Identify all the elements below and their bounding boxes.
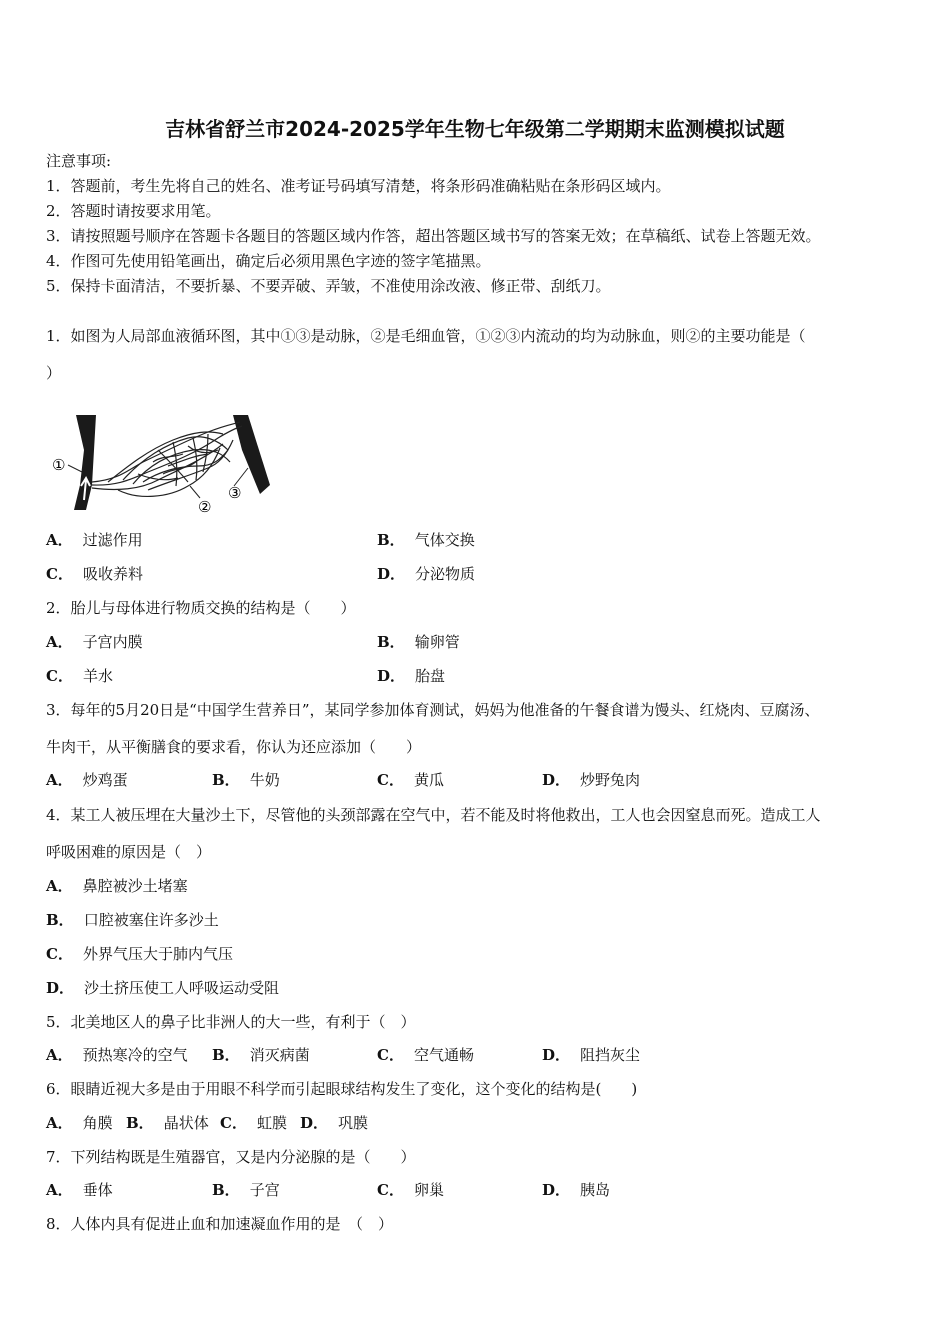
question-6-option-b[interactable] xyxy=(126,1113,209,1133)
question-2-stem: 2．胎儿与母体进行物质交换的结构是（ ） xyxy=(46,599,356,617)
option-key: A． xyxy=(46,633,73,651)
question-5-option-a[interactable] xyxy=(46,1045,188,1065)
option-text: 口腔被塞住许多沙土 xyxy=(83,911,219,929)
option-text: 晶状体 xyxy=(163,1114,209,1132)
question-1-option-a[interactable] xyxy=(46,530,143,550)
option-text: 阻挡灰尘 xyxy=(580,1046,641,1064)
option-key: D． xyxy=(542,1046,571,1064)
option-text: 子宫内膜 xyxy=(82,633,143,651)
question-4-option-b[interactable] xyxy=(46,910,219,930)
option-text: 炒鸡蛋 xyxy=(82,771,128,789)
question-1-option-c[interactable] xyxy=(46,564,143,584)
option-key: B． xyxy=(377,531,405,549)
question-1-stem-cont: ） xyxy=(46,364,62,382)
question-2-option-b[interactable] xyxy=(377,632,460,652)
question-2-option-d[interactable] xyxy=(377,666,445,686)
question-7-option-a[interactable] xyxy=(46,1180,113,1200)
option-key: A． xyxy=(46,1046,73,1064)
notice-item: 1．答题前，考生先将自己的姓名、准考证号码填写清楚，将条形码准确粘贴在条形码区域内。 xyxy=(46,177,671,195)
question-7-option-b[interactable] xyxy=(212,1180,280,1200)
option-key: C． xyxy=(377,1046,404,1064)
option-key: C． xyxy=(46,565,73,583)
question-4-option-d[interactable] xyxy=(46,978,279,998)
question-3-stem-cont: 牛肉干，从平衡膳食的要求看，你认为还应添加（ ） xyxy=(46,738,422,756)
option-text: 羊水 xyxy=(82,667,113,685)
option-text: 角膜 xyxy=(82,1114,113,1132)
option-text: 炒野兔肉 xyxy=(580,771,641,789)
capillary-network xyxy=(92,422,242,496)
question-6-option-a[interactable] xyxy=(46,1113,113,1133)
option-text: 沙土挤压使工人呼吸运动受阻 xyxy=(84,979,280,997)
option-key: D． xyxy=(542,1181,571,1199)
blood-circulation-figure xyxy=(48,410,278,518)
question-1-option-b[interactable] xyxy=(377,530,475,550)
notice-item: 2．答题时请按要求用笔。 xyxy=(46,202,221,220)
question-6-stem: 6．眼睛近视大多是由于用眼不科学而引起眼球结构发生了变化，这个变化的结构是( ) xyxy=(46,1080,638,1098)
question-3-option-b[interactable] xyxy=(212,770,280,790)
option-text: 空气通畅 xyxy=(413,1046,474,1064)
option-text: 垂体 xyxy=(82,1181,113,1199)
option-text: 预热寒冷的空气 xyxy=(82,1046,188,1064)
option-text: 外界气压大于肺内气压 xyxy=(82,945,233,963)
question-3-option-d[interactable] xyxy=(542,770,640,790)
question-5-stem: 5．北美地区人的鼻子比非洲人的大一些，有利于（ ） xyxy=(46,1013,416,1031)
label-leader-1 xyxy=(68,465,82,472)
question-4-option-c[interactable] xyxy=(46,944,233,964)
notice-item: 3．请按照题号顺序在答题卡各题目的答题区域内作答，超出答题区域书写的答案无效；在草稿纸、试卷上答题无效。 xyxy=(46,227,821,245)
notice-item: 5．保持卡面清洁，不要折暴、不要弄破、弄皱，不准使用涂改液、修正带、刮纸刀。 xyxy=(46,277,611,295)
option-text: 过滤作用 xyxy=(82,531,143,549)
option-text: 气体交换 xyxy=(414,531,475,549)
option-key: A． xyxy=(46,771,73,789)
option-text: 子宫 xyxy=(249,1181,280,1199)
option-key: B． xyxy=(126,1114,154,1132)
question-4-stem-cont: 呼吸困难的原因是（ ） xyxy=(46,843,212,861)
question-3-option-c[interactable] xyxy=(377,770,444,790)
option-key: A． xyxy=(46,1114,73,1132)
question-2-option-c[interactable] xyxy=(46,666,113,686)
option-text: 卵巢 xyxy=(413,1181,444,1199)
option-key: B． xyxy=(212,1181,240,1199)
option-key: C． xyxy=(377,771,404,789)
question-7-option-d[interactable] xyxy=(542,1180,610,1200)
option-text: 吸收养料 xyxy=(82,565,143,583)
question-2-option-a[interactable] xyxy=(46,632,143,652)
question-6-option-d[interactable] xyxy=(300,1113,368,1133)
question-1-stem: 1．如图为人局部血液循环图，其中①③是动脉，②是毛细血管，①②③内流动的均为动脉血，则②的主要功能是（ xyxy=(46,327,806,345)
option-key: C． xyxy=(220,1114,247,1132)
option-text: 输卵管 xyxy=(414,633,460,651)
question-5-option-d[interactable] xyxy=(542,1045,640,1065)
figure-label-3: ③ xyxy=(228,484,242,502)
option-key: B． xyxy=(212,1046,240,1064)
question-5-option-c[interactable] xyxy=(377,1045,474,1065)
question-5-option-b[interactable] xyxy=(212,1045,310,1065)
option-text: 黄瓜 xyxy=(413,771,444,789)
option-key: A． xyxy=(46,877,73,895)
option-key: D． xyxy=(46,979,75,997)
option-text: 虹膜 xyxy=(256,1114,287,1132)
option-key: B． xyxy=(377,633,405,651)
figure-label-2: ② xyxy=(198,498,212,516)
option-key: C． xyxy=(46,667,73,685)
option-text: 分泌物质 xyxy=(415,565,476,583)
option-text: 胎盘 xyxy=(415,667,446,685)
option-key: A． xyxy=(46,1181,73,1199)
option-key: B． xyxy=(212,771,240,789)
option-key: D． xyxy=(542,771,571,789)
option-key: C． xyxy=(46,945,73,963)
figure-label-1: ① xyxy=(52,456,66,474)
question-7-option-c[interactable] xyxy=(377,1180,444,1200)
label-leader-2 xyxy=(190,486,200,498)
question-3-stem: 3．每年的5月20日是“中国学生营养日”，某同学参加体育测试，妈妈为他准备的午餐食谱为馒头、红烧肉、豆腐汤、 xyxy=(46,701,820,719)
question-6-option-c[interactable] xyxy=(220,1113,287,1133)
option-text: 胰岛 xyxy=(580,1181,611,1199)
notice-heading: 注意事项: xyxy=(46,152,112,170)
option-text: 消灭病菌 xyxy=(249,1046,310,1064)
question-8-stem: 8．人体内具有促进止血和加速凝血作用的是 （ ） xyxy=(46,1215,394,1233)
option-key: A． xyxy=(46,531,73,549)
question-3-option-a[interactable] xyxy=(46,770,128,790)
option-key: D． xyxy=(377,565,406,583)
option-text: 鼻腔被沙土堵塞 xyxy=(82,877,188,895)
option-key: C． xyxy=(377,1181,404,1199)
question-7-stem: 7．下列结构既是生殖器官，又是内分泌腺的是（ ） xyxy=(46,1148,416,1166)
question-1-option-d[interactable] xyxy=(377,564,475,584)
option-key: D． xyxy=(300,1114,329,1132)
option-key: D． xyxy=(377,667,406,685)
option-key: B． xyxy=(46,911,74,929)
option-text: 巩膜 xyxy=(338,1114,369,1132)
question-4-stem: 4．某工人被压埋在大量沙土下，尽管他的头颈部露在空气中，若不能及时将他救出，工人也会因窒息而死。造成工人 xyxy=(46,806,821,824)
notice-item: 4．作图可先使用铅笔画出，确定后必须用黑色字迹的签字笔描黑。 xyxy=(46,252,491,270)
page-title: 吉林省舒兰市2024-2025学年生物七年级第二学期期末监测模拟试题 xyxy=(165,117,785,141)
question-4-option-a[interactable] xyxy=(46,876,188,896)
option-text: 牛奶 xyxy=(249,771,280,789)
